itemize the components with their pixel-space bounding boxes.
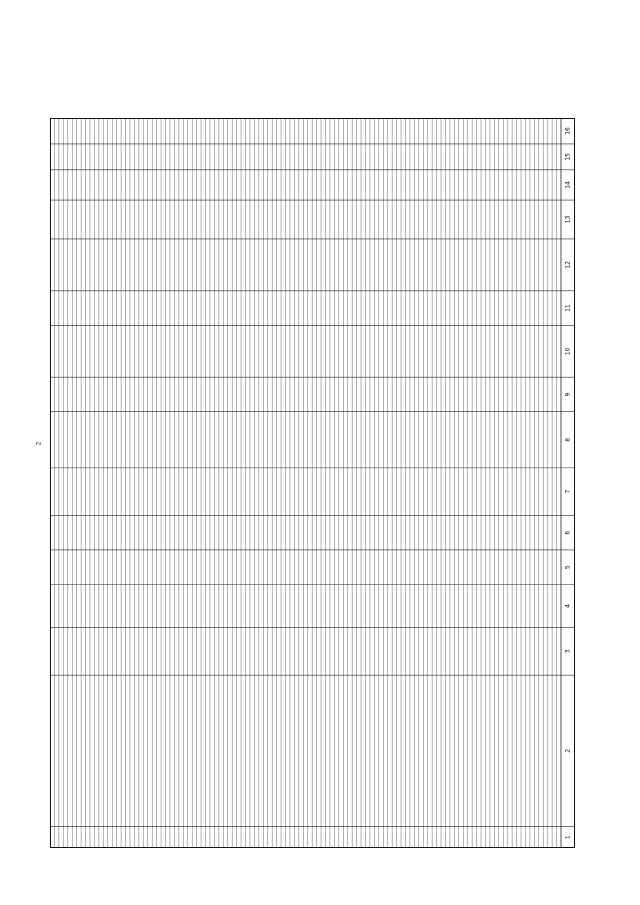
table-border xyxy=(51,119,575,848)
column-header-label: 11 xyxy=(564,304,572,312)
column-header-label: 7 xyxy=(564,489,572,494)
column-header-label: 15 xyxy=(564,153,572,161)
column-header-label: 1 xyxy=(564,835,572,840)
column-header-label: 3 xyxy=(564,649,572,654)
column-header-label: 16 xyxy=(564,127,572,135)
column-header-label: 4 xyxy=(564,604,572,609)
table-grid xyxy=(50,118,575,848)
rotated-data-table xyxy=(50,118,575,848)
column-header-label: 8 xyxy=(564,437,572,442)
column-header-label: 9 xyxy=(564,392,572,397)
column-header-label: 5 xyxy=(564,565,572,570)
column-header-label: 13 xyxy=(564,215,572,224)
column-header-label: 2 xyxy=(564,748,572,753)
column-header-label: 10 xyxy=(564,347,572,356)
page-number: 2 xyxy=(35,441,43,446)
column-header-label: 14 xyxy=(564,181,572,189)
column-header-label: 12 xyxy=(564,261,572,269)
column-header-label: 6 xyxy=(564,530,572,535)
